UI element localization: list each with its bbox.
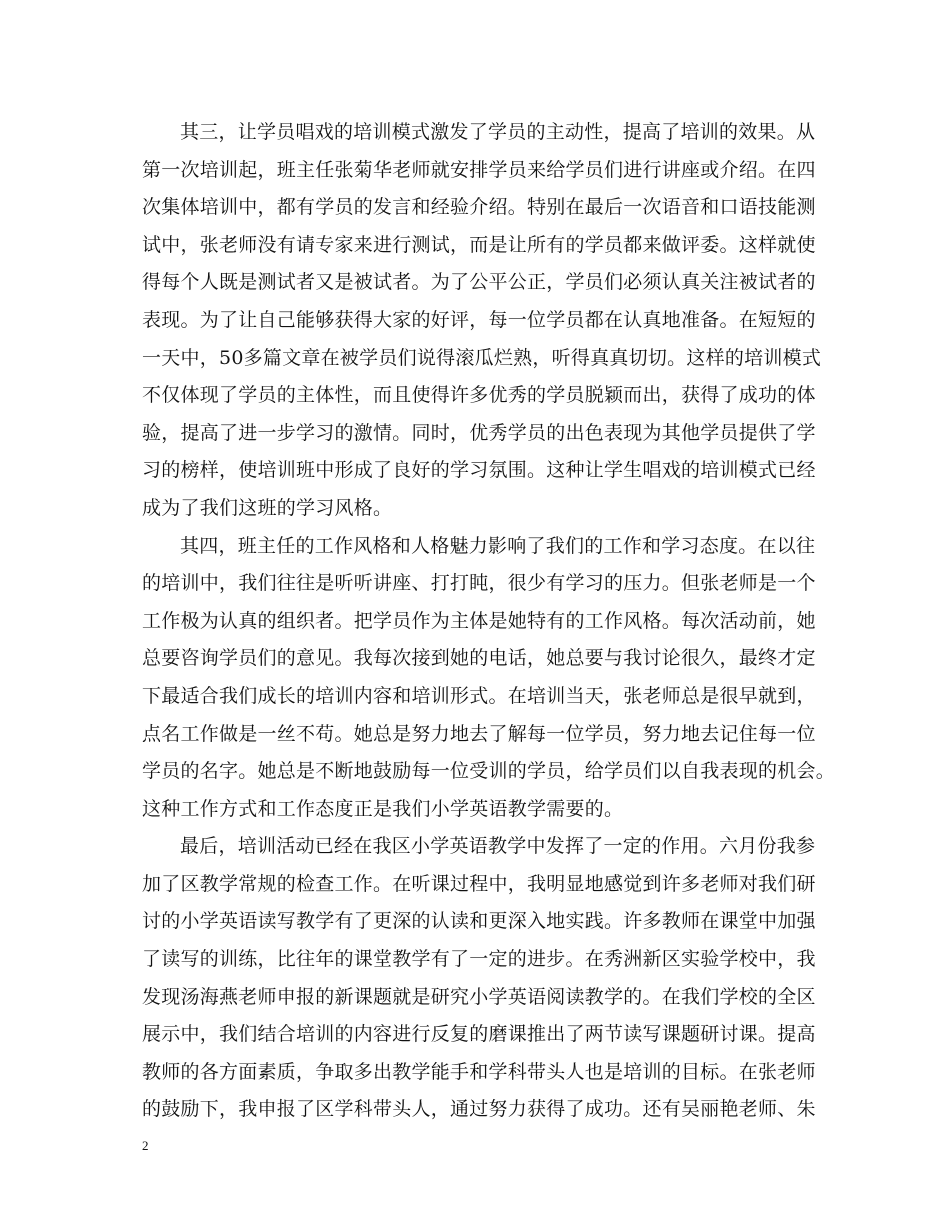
text-line: 第一次培训起，班主任张菊华老师就安排学员来给学员们进行讲座或介绍。在四	[142, 158, 816, 181]
text-line: 了读写的训练，比往年的课堂教学有了一定的进步。在秀洲新区实验学校中，我	[142, 948, 816, 971]
text-line: 这种工作方式和工作态度正是我们小学英语教学需要的。	[142, 797, 624, 820]
text-line: 成为了我们这班的学习风格。	[142, 496, 393, 519]
text-line: 表现。为了让自己能够获得大家的好评，每一位学员都在认真地准备。在短短的	[142, 308, 816, 331]
text-line: 教师的各方面素质，争取多出教学能手和学科带头人也是培训的目标。在张老师	[142, 1060, 816, 1083]
text-line: 不仅体现了学员的主体性，而且使得许多优秀的学员脱颖而出，获得了成功的体	[142, 384, 816, 407]
text-line: 验，提高了进一步学习的激情。同时，优秀学员的出色表现为其他学员提供了学	[142, 421, 816, 444]
text-line: 一天中，50多篇文章在被学员们说得滚瓜烂熟，听得真真切切。这样的培训模式	[142, 346, 822, 369]
text-line: 的鼓励下，我申报了区学科带头人，通过努力获得了成功。还有吴丽艳老师、朱	[142, 1098, 816, 1121]
text-line: 最后，培训活动已经在我区小学英语教学中发挥了一定的作用。六月份我参	[180, 835, 816, 858]
document-body	[142, 114, 836, 1129]
text-line: 次集体培训中，都有学员的发言和经验介绍。特别在最后一次语音和口语技能测	[142, 196, 816, 219]
text-line: 学员的名字。她总是不断地鼓励每一位受训的学员，给学员们以自我表现的机会。	[142, 760, 836, 783]
text-line: 工作极为认真的组织者。把学员作为主体是她特有的工作风格。每次活动前，她	[142, 609, 816, 632]
text-line: 讨的小学英语读写教学有了更深的认读和更深入地实践。许多教师在课堂中加强	[142, 910, 816, 933]
text-line: 加了区教学常规的检查工作。在听课过程中，我明显地感觉到许多老师对我们研	[142, 872, 816, 895]
page-number: 2	[142, 1138, 149, 1153]
text-line: 得每个人既是测试者又是被试者。为了公平公正，学员们必须认真关注被试者的	[142, 271, 816, 294]
text-line: 的培训中，我们往往是听听讲座、打打盹，很少有学习的压力。但张老师是一个	[142, 572, 816, 595]
text-line: 展示中，我们结合培训的内容进行反复的磨课推出了两节读写课题研讨课。提高	[142, 1023, 816, 1046]
text-line: 总要咨询学员们的意见。我每次接到她的电话，她总要与我讨论很久，最终才定	[142, 647, 816, 670]
text-line: 试中，张老师没有请专家来进行测试，而是让所有的学员都来做评委。这样就使	[142, 233, 816, 256]
text-line: 点名工作做是一丝不苟。她总是努力地去了解每一位学员，努力地去记住每一位	[142, 722, 816, 745]
text-line: 习的榜样，使培训班中形成了良好的学习氛围。这种让学生唱戏的培训模式已经	[142, 459, 816, 482]
text-line: 发现汤海燕老师申报的新课题就是研究小学英语阅读教学的。在我们学校的全区	[142, 985, 816, 1008]
text-line: 下最适合我们成长的培训内容和培训形式。在培训当天，张老师总是很早就到，	[142, 684, 816, 707]
text-line: 其四，班主任的工作风格和人格魅力影响了我们的工作和学习态度。在以往	[180, 534, 816, 557]
text-line: 其三，让学员唱戏的培训模式激发了学员的主动性，提高了培训的效果。从	[180, 121, 816, 143]
